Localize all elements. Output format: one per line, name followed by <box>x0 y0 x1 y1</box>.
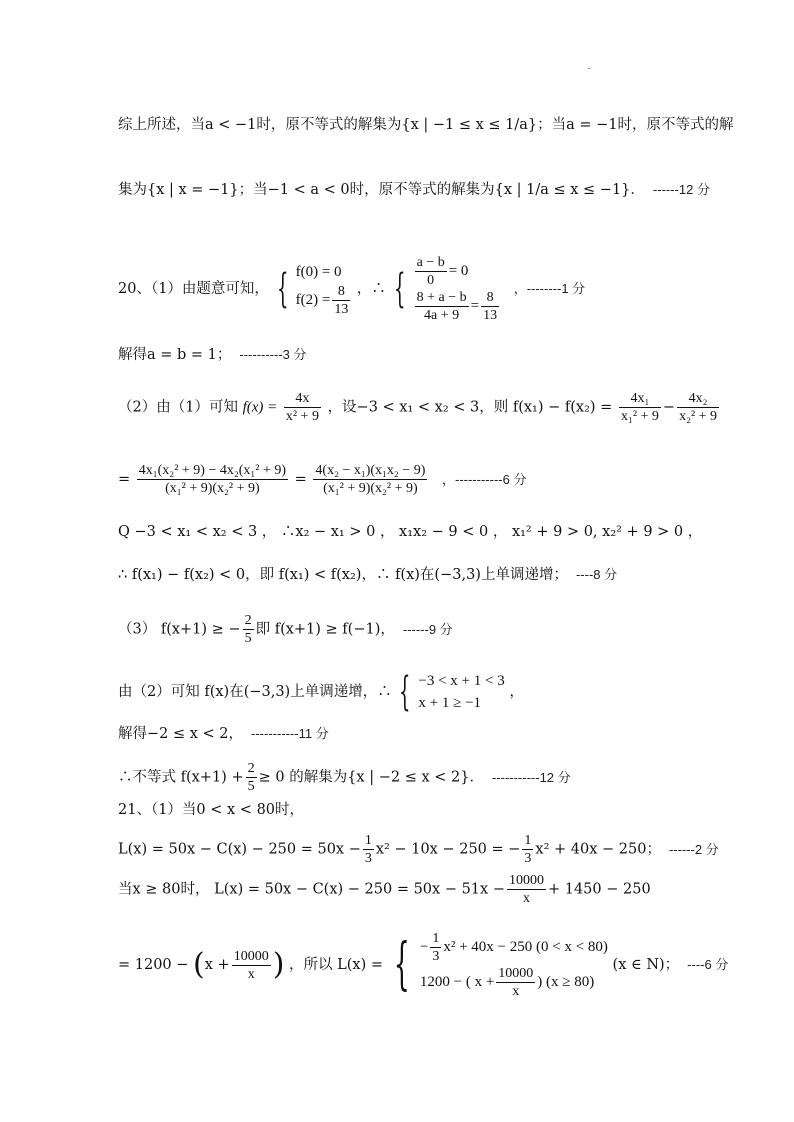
row-rhs: = 0 <box>448 262 469 279</box>
formula-part: = 1200 − <box>118 957 189 973</box>
score-mark: ------12 分 <box>652 182 710 197</box>
denominator: x <box>522 891 530 906</box>
final-prefix: ∴不等式 f(x+1) + <box>118 769 244 786</box>
left-brace: { <box>393 266 405 312</box>
numerator: 8 <box>481 289 499 307</box>
denominator: x <box>512 984 520 999</box>
monotonic-conclusion-line <box>118 565 617 585</box>
problem-20-part1 <box>118 254 585 324</box>
left-brace: { <box>393 932 410 997</box>
denominator: 13 <box>483 308 498 323</box>
comma: ， <box>509 684 524 700</box>
equation-system-2 <box>413 254 501 324</box>
formula-part: + 1450 − 250 <box>547 881 651 898</box>
part2-mid-text: ，设−3 < x₁ < x₂ < 3，则 f(x₁) − f(x₂) = <box>327 399 613 416</box>
fraction <box>496 965 535 1000</box>
equals-sign: = <box>294 471 307 488</box>
formula-part: 1200 − ( x + <box>419 973 495 990</box>
problem-21-label: 21、（1）当0 < x < 80时， <box>118 802 305 818</box>
problem-20-part3 <box>118 612 453 647</box>
formula-part: x² + 40x − 250 (0 < x < 80) <box>443 938 608 955</box>
system-row <box>413 289 501 324</box>
monotonic-conclusion-text: ∴ f(x₁) − f(x₂) < 0，即 f(x₁) < f(x₂)，∴ f(x)在(−3,3)上单调递增； <box>118 567 568 583</box>
minus-sign: − <box>662 399 676 416</box>
denominator: 0 <box>427 273 435 288</box>
score-mark: ----8 分 <box>575 567 618 582</box>
fraction <box>313 462 427 497</box>
score-mark: ----6 分 <box>687 957 729 972</box>
denominator: x <box>247 966 255 982</box>
numerator: 4x₂ <box>677 390 719 408</box>
fraction <box>619 390 661 425</box>
system-row: f(0) = 0 <box>295 263 342 280</box>
denominator: x₁² + 9 <box>620 409 659 424</box>
denominator: 3 <box>364 851 372 866</box>
numerator: 8 <box>332 283 350 301</box>
left-brace: { <box>276 266 289 312</box>
summary-text-1: 综上所述，当a < −1时，原不等式的解集为{x | −1 ≤ x ≤ 1/a}；当a = −1时，原不等式的解 <box>118 117 734 133</box>
part3-rest: 即 f(x+1) ≥ f(−1)， <box>255 621 395 638</box>
numerator: a − b <box>416 255 445 270</box>
denominator: x₂² + 9 <box>679 409 718 424</box>
range-solution-line <box>118 724 329 744</box>
system-row <box>420 930 608 965</box>
denominator: 3 <box>524 851 532 866</box>
denominator: 5 <box>247 779 255 794</box>
summary-line-1 <box>118 115 734 135</box>
formula-part: x + <box>204 957 230 973</box>
score-mark: ，--------1 分 <box>513 281 586 296</box>
formula-part: 当x ≥ 80时， L(x) = 50x − C(x) − 250 = 50x − 51x − <box>118 881 505 898</box>
solve-ab-line <box>118 345 307 365</box>
denominator: 5 <box>244 631 252 646</box>
part3-label: （3） f(x+1) ≥ − <box>118 621 241 638</box>
score-mark: ，-----------6 分 <box>441 471 527 487</box>
final-solution-line <box>118 760 571 795</box>
fraction <box>507 872 546 907</box>
sign-analysis-text: Q −3 < x₁ < x₂ < 3 ， ∴x₂ − x₁ > 0 ， x₁x₂ − 9 < 0 ， x₁² + 9 > 0, x₂² + 9 > 0 ， <box>118 524 703 540</box>
system-row <box>413 254 501 289</box>
formula-part: ，所以 L(x) = <box>289 957 384 973</box>
profit-formula-2 <box>118 872 651 907</box>
problem-20-part2 <box>118 390 721 425</box>
fraction <box>415 289 469 324</box>
formula-part: (x ∈ N)； <box>612 957 680 973</box>
summary-text-2: 集为{x | x = −1}；当−1 < a < 0时，原不等式的解集为{x | 1/a ≤ x ≤ −1}． <box>118 182 645 198</box>
inequality-system <box>418 670 504 714</box>
paren: ) <box>272 947 285 982</box>
profit-formula-1 <box>118 832 719 867</box>
equation-system-1 <box>296 261 353 318</box>
denominator: (x₁² + 9)(x₂² + 9) <box>323 481 418 496</box>
numerator: 4x₁(x₂² + 9) − 4x₂(x₁² + 9) <box>138 463 287 478</box>
fraction <box>430 930 441 965</box>
paren: ( <box>193 947 205 982</box>
denominator: (x₁² + 9)(x₂² + 9) <box>165 481 260 496</box>
numerator: 4(x₂ − x₁)(x₁x₂ − 9) <box>315 463 426 478</box>
problem-20-label: 20、（1）由题意可知， <box>118 281 269 297</box>
problem-21-part1 <box>118 800 304 820</box>
numerator: 1 <box>524 833 532 848</box>
summary-line-2 <box>118 180 710 200</box>
fraction <box>332 283 350 318</box>
solve-ab-text: 解得a = b = 1； <box>118 347 232 363</box>
equals-sign: = <box>470 297 480 314</box>
numerator: 10000 <box>508 873 544 888</box>
profit-piecewise <box>118 930 728 1000</box>
numerator: 4x <box>284 390 321 408</box>
left-brace: { <box>399 669 411 715</box>
equals-sign: = <box>118 471 131 488</box>
numerator: 10000 <box>233 948 269 964</box>
function-def: f(x) = <box>242 399 278 416</box>
score-mark: -----------11 分 <box>251 726 329 741</box>
numerator: 2 <box>244 613 252 628</box>
fraction <box>415 254 447 289</box>
fraction <box>246 760 257 795</box>
formula-part: ) (x ≥ 80) <box>537 973 595 990</box>
numerator: 2 <box>247 761 255 776</box>
sign-analysis-line <box>118 522 702 542</box>
formula-part: x² + 40x − 250； <box>535 841 661 858</box>
piecewise-system <box>420 930 608 1000</box>
system-row: x + 1 ≥ −1 <box>418 695 482 711</box>
numerator: 8 + a − b <box>416 290 467 305</box>
denominator: 4a + 9 <box>424 308 460 323</box>
fraction <box>677 390 719 425</box>
inequality-system-line <box>118 670 524 714</box>
fraction <box>284 390 321 425</box>
score-mark: ------2 分 <box>668 841 719 857</box>
denominator: 13 <box>334 301 349 317</box>
fraction <box>363 832 374 867</box>
fraction <box>137 462 288 497</box>
numerator: 1 <box>432 931 440 946</box>
corner-mark <box>588 68 590 69</box>
system-row: −3 < x + 1 < 3 <box>418 673 505 689</box>
fraction <box>481 289 499 324</box>
numerator: 4x₁ <box>619 390 661 408</box>
formula-part: x² − 10x − 250 = − <box>375 841 521 858</box>
numerator: 1 <box>364 833 372 848</box>
score-mark: -----------12 分 <box>491 769 571 785</box>
system-row <box>296 283 353 318</box>
system-prefix: 由（2）可知 f(x)在(−3,3)上单调递增，∴ <box>118 684 392 700</box>
therefore-text: ，∴ <box>356 281 386 297</box>
denominator: x² + 9 <box>285 409 319 424</box>
denominator: 3 <box>432 949 440 964</box>
final-rest: ≥ 0 的解集为{x | −2 ≤ x < 2}． <box>258 769 484 786</box>
formula-part: − <box>419 938 429 955</box>
score-mark: ------9 分 <box>402 621 453 637</box>
fraction <box>232 948 271 983</box>
range-solution-text: 解得−2 ≤ x < 2， <box>118 726 244 742</box>
part2-label: （2）由（1）可知 <box>118 399 238 416</box>
fraction <box>522 832 533 867</box>
row-lhs: f(2) = <box>295 291 331 308</box>
difference-expansion <box>118 462 526 497</box>
formula-part: L(x) = 50x − C(x) − 250 = 50x − <box>118 841 361 858</box>
system-row <box>420 965 608 1000</box>
fraction <box>243 612 254 647</box>
score-mark: ----------3 分 <box>239 347 307 362</box>
numerator: 10000 <box>498 966 534 981</box>
